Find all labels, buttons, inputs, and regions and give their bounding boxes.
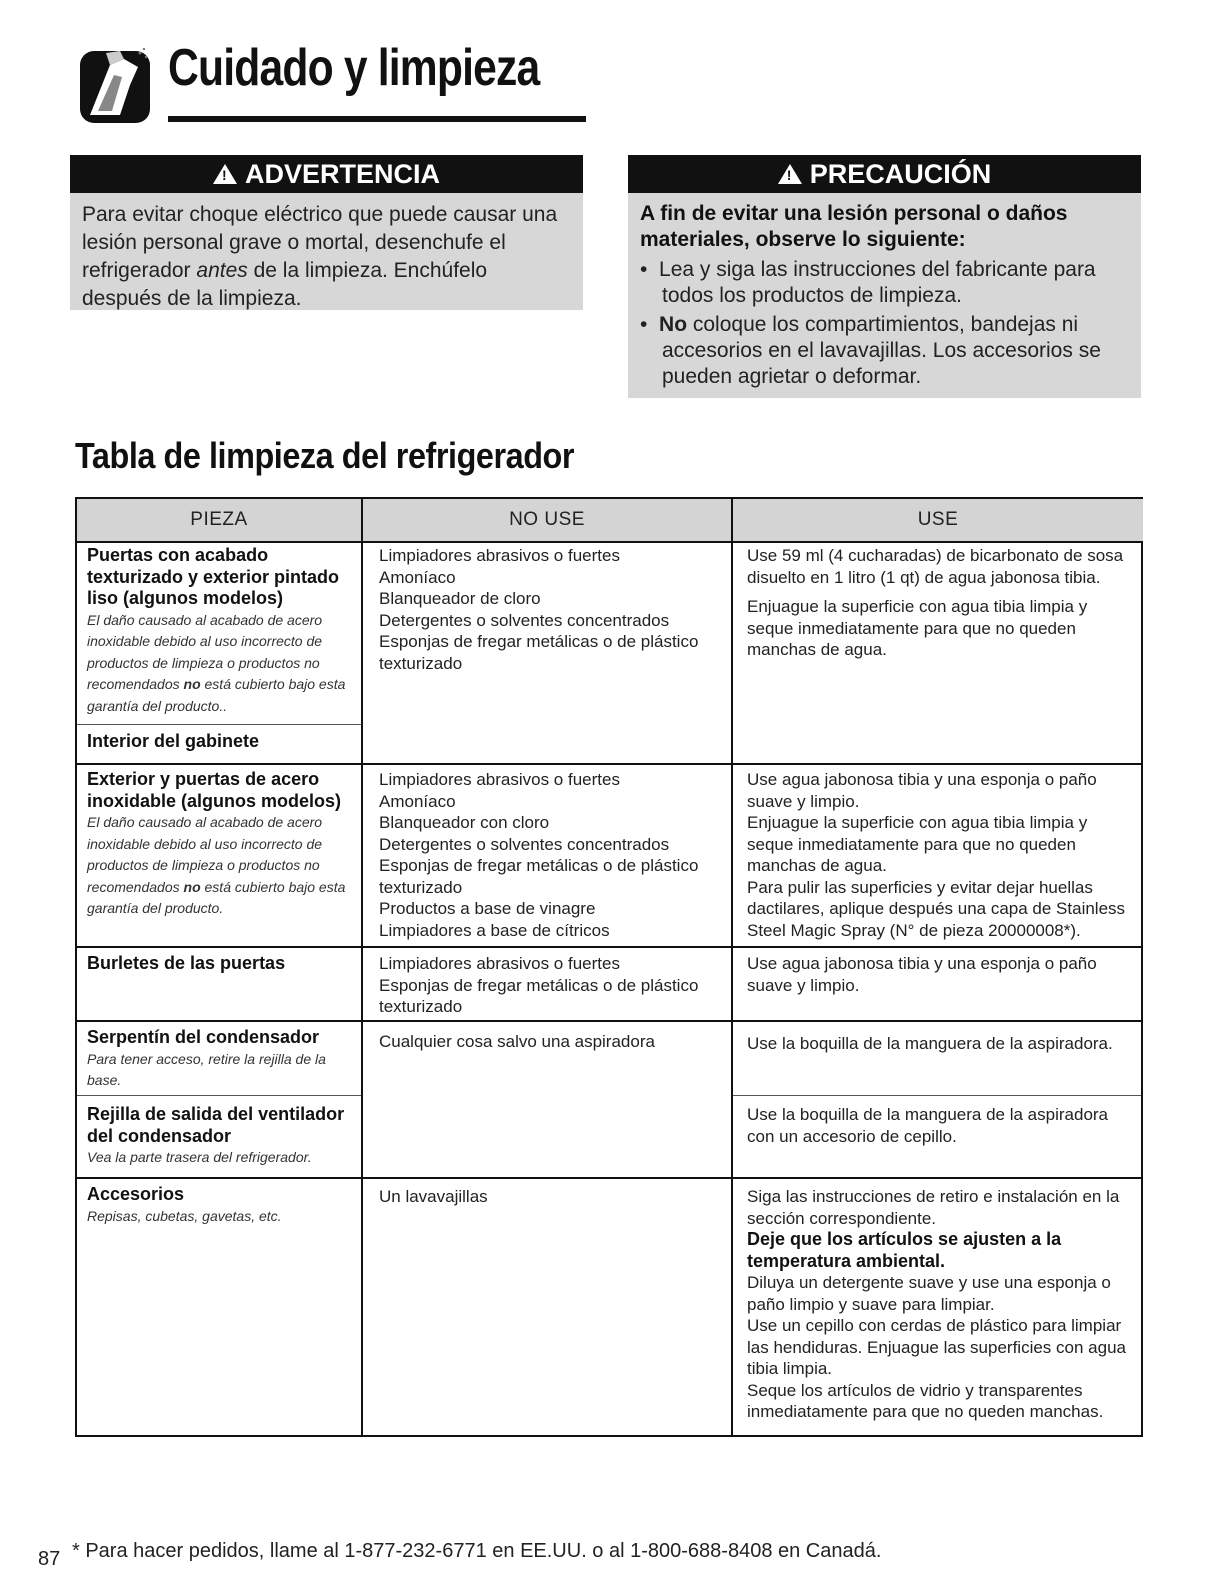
no-use-item: Detergentes o solventes concentrados bbox=[379, 834, 670, 854]
header-no-use: NO USE bbox=[363, 499, 731, 541]
warning-text-emphasis: antes bbox=[196, 259, 248, 282]
row5-pieza-heading: Accesorios bbox=[87, 1184, 185, 1204]
use-item: Para pulir las superficies y evitar dejar huellas dactilares, aplique después una capa de Stainless Steel Magic Spray (N° de pieza 20000008*). bbox=[747, 877, 1126, 940]
row3-no-use bbox=[379, 953, 724, 1018]
no-use-item: Esponjas de fregar metálicas o de plástico texturizado bbox=[379, 856, 699, 897]
cleaning-spray-icon bbox=[80, 45, 152, 125]
caution-text bbox=[628, 193, 1141, 398]
note-part: está cubierto bajo esta garantía del producto.. bbox=[87, 676, 346, 714]
row5-pieza-note: Repisas, cubetas, gavetas, etc. bbox=[87, 1207, 282, 1224]
warning-text-part: Para evitar choque eléctrico que puede causar una lesión personal grave o mortal, desenchufe el refrigerador bbox=[82, 203, 558, 282]
no-use-item: Un lavavajillas bbox=[379, 1187, 488, 1206]
row3-pieza bbox=[87, 953, 359, 975]
column-divider bbox=[731, 499, 733, 1435]
warning-header bbox=[70, 155, 583, 193]
no-use-item: Limpiadores abrasivos o fuertes bbox=[379, 954, 620, 973]
row4-pieza-heading: Serpentín del condensador bbox=[87, 1027, 320, 1047]
row1-no-use bbox=[379, 545, 724, 674]
use-item: Use la boquilla de la manguera de la aspiradora. bbox=[747, 1034, 1113, 1053]
header-rule bbox=[77, 541, 1141, 543]
note-part: está cubierto bajo esta garantía del producto. bbox=[87, 878, 346, 916]
row2-pieza-note bbox=[87, 812, 359, 920]
row5-use bbox=[747, 1186, 1132, 1423]
use-item: Enjuague la superficie con agua tibia limpia y seque inmediatamente para que no queden manchas de agua. bbox=[747, 597, 1088, 659]
page-number: 87 bbox=[38, 1548, 61, 1570]
no-use-item: Amoníaco bbox=[379, 567, 456, 587]
page-title: Cuidado y limpieza bbox=[168, 39, 540, 97]
no-use-item: Limpiadores abrasivos o fuertes bbox=[379, 546, 620, 565]
use-item: Use la boquilla de la manguera de la aspiradora con un accesorio de cepillo. bbox=[747, 1105, 1109, 1146]
row-rule bbox=[77, 946, 1141, 948]
row3-pieza-heading: Burletes de las puertas bbox=[87, 953, 286, 973]
row5-pieza bbox=[87, 1184, 359, 1227]
footer-note: * Para hacer pedidos, llame al 1-877-232-6771 en EE.UU. o al 1-800-688-8408 en Canadá. bbox=[72, 1540, 882, 1562]
no-use-item: Blanqueador de cloro bbox=[379, 589, 541, 608]
use-item: Use un cepillo con cerdas de plástico para limpiar las hendiduras. Enjuague las superficies con agua tibia limpia. bbox=[747, 1316, 1126, 1378]
row5-no-use bbox=[379, 1186, 724, 1208]
row1-use bbox=[747, 545, 1132, 661]
caution-header bbox=[628, 155, 1141, 193]
row4-pieza-note: Para tener acceso, retire la rejilla de la base. bbox=[87, 1050, 326, 1088]
warning-text bbox=[70, 193, 583, 321]
no-use-item: Productos a base de vinagre bbox=[379, 899, 596, 918]
row-rule bbox=[77, 1020, 1141, 1022]
no-use-item: Detergentes o solventes concentrados bbox=[379, 610, 670, 630]
use-item: Diluya un detergente suave y use una esponja o paño limpio y suave para limpiar. bbox=[747, 1273, 1111, 1314]
warning-title: ADVERTENCIA bbox=[244, 159, 440, 189]
row2-use bbox=[747, 769, 1132, 941]
no-use-item: Cualquier cosa salvo una aspiradora bbox=[379, 1032, 655, 1051]
row4b-pieza bbox=[87, 1104, 359, 1169]
column-divider bbox=[361, 499, 363, 1435]
cleaning-table bbox=[75, 497, 1143, 1437]
caution-bullet-text: coloque los compartimientos, bandejas ni accesorios en el lavavajillas. Los accesorios se pueden agrietar o deformar. bbox=[662, 313, 1101, 388]
row2-pieza bbox=[87, 769, 359, 920]
note-part: El daño causado al acabado de acero inoxidable debido al uso incorrecto de productos de limpieza o productos no recomendados bbox=[87, 611, 323, 692]
caution-triangle-icon bbox=[778, 164, 802, 184]
note-strong: no bbox=[183, 676, 201, 692]
no-use-item: Blanqueador con cloro bbox=[379, 813, 550, 832]
row-rule bbox=[77, 1177, 1141, 1179]
row-rule bbox=[77, 763, 1141, 765]
use-item-strong: Deje que los artículos se ajusten a la temperatura ambiental. bbox=[747, 1229, 1062, 1271]
sub-row-rule bbox=[77, 1095, 361, 1096]
use-item: Enjuague la superficie con agua tibia limpia y seque inmediatamente para que no queden manchas de agua. bbox=[747, 813, 1088, 875]
no-use-item: Esponjas de fregar metálicas o de plástico texturizado bbox=[379, 975, 699, 1016]
row3-use bbox=[747, 953, 1132, 996]
row1-pieza-note bbox=[87, 610, 359, 718]
sub-row-rule bbox=[733, 1095, 1141, 1096]
no-use-item: Esponjas de fregar metálicas o de plástico texturizado bbox=[379, 632, 699, 673]
row4b-use bbox=[747, 1104, 1132, 1147]
row4b-pieza-heading: Rejilla de salida del ventilador del condensador bbox=[87, 1104, 345, 1146]
caution-bullet-strong: No bbox=[659, 313, 688, 336]
row2-pieza-heading: Exterior y puertas de acero inoxidable (algunos modelos) bbox=[87, 769, 342, 811]
caution-bullet: • No coloque los compartimientos, bandejas ni accesorios en el lavavajillas. Los accesorios se pueden agrietar o deformar. bbox=[640, 313, 1101, 388]
header-pieza: PIEZA bbox=[77, 499, 361, 541]
caution-title: PRECAUCIÓN bbox=[809, 159, 992, 189]
row4-use bbox=[747, 1033, 1132, 1055]
row2-no-use bbox=[379, 769, 724, 941]
title-underline bbox=[168, 116, 586, 122]
warning-box bbox=[70, 155, 583, 310]
note-part: El daño causado al acabado de acero inoxidable debido al uso incorrecto de productos de limpieza o productos no recomendados bbox=[87, 814, 323, 895]
no-use-item: Limpiadores a base de cítricos bbox=[379, 920, 610, 940]
caution-lead: A fin de evitar una lesión personal o daños materiales, observe lo siguiente: bbox=[640, 202, 1068, 251]
row1-pieza-heading: Puertas con acabado texturizado y exterior pintado liso (algunos modelos) bbox=[87, 545, 340, 608]
row4-no-use bbox=[379, 1031, 724, 1053]
caution-bullet: • Lea y siga las instrucciones del fabricante para todos los productos de limpieza. bbox=[640, 258, 1096, 307]
use-item: Siga las instrucciones de retiro e instalación en la sección correspondiente. bbox=[747, 1187, 1120, 1228]
row1b-pieza bbox=[87, 731, 359, 753]
caution-box bbox=[628, 155, 1141, 398]
row1-pieza bbox=[87, 545, 359, 717]
use-item: Use agua jabonosa tibia y una esponja o paño suave y limpio. bbox=[747, 770, 1097, 811]
row4-pieza bbox=[87, 1027, 359, 1092]
warning-text-part: de la limpieza. Enchúfelo después de la limpieza. bbox=[82, 259, 488, 310]
use-item: Use agua jabonosa tibia y una esponja o paño suave y limpio. bbox=[747, 954, 1097, 995]
no-use-item: Amoníaco bbox=[379, 791, 456, 811]
row4b-pieza-note: Vea la parte trasera del refrigerador. bbox=[87, 1149, 312, 1165]
row1b-pieza-heading: Interior del gabinete bbox=[87, 731, 260, 751]
use-item: Seque los artículos de vidrio y transparentes inmediatamente para que no queden manchas. bbox=[747, 1380, 1104, 1421]
note-strong: no bbox=[183, 878, 201, 895]
use-item: Use 59 ml (4 cucharadas) de bicarbonato de sosa disuelto en 1 litro (1 qt) de agua jabonosa tibia. bbox=[747, 546, 1124, 587]
header-use: USE bbox=[733, 499, 1143, 541]
section-title: Tabla de limpieza del refrigerador bbox=[75, 435, 575, 476]
no-use-item: Limpiadores abrasivos o fuertes bbox=[379, 770, 620, 789]
sub-row-rule bbox=[77, 724, 361, 725]
caution-bullet-text: Lea y siga las instrucciones del fabricante para todos los productos de limpieza. bbox=[659, 258, 1096, 307]
warning-triangle-icon bbox=[213, 164, 237, 184]
